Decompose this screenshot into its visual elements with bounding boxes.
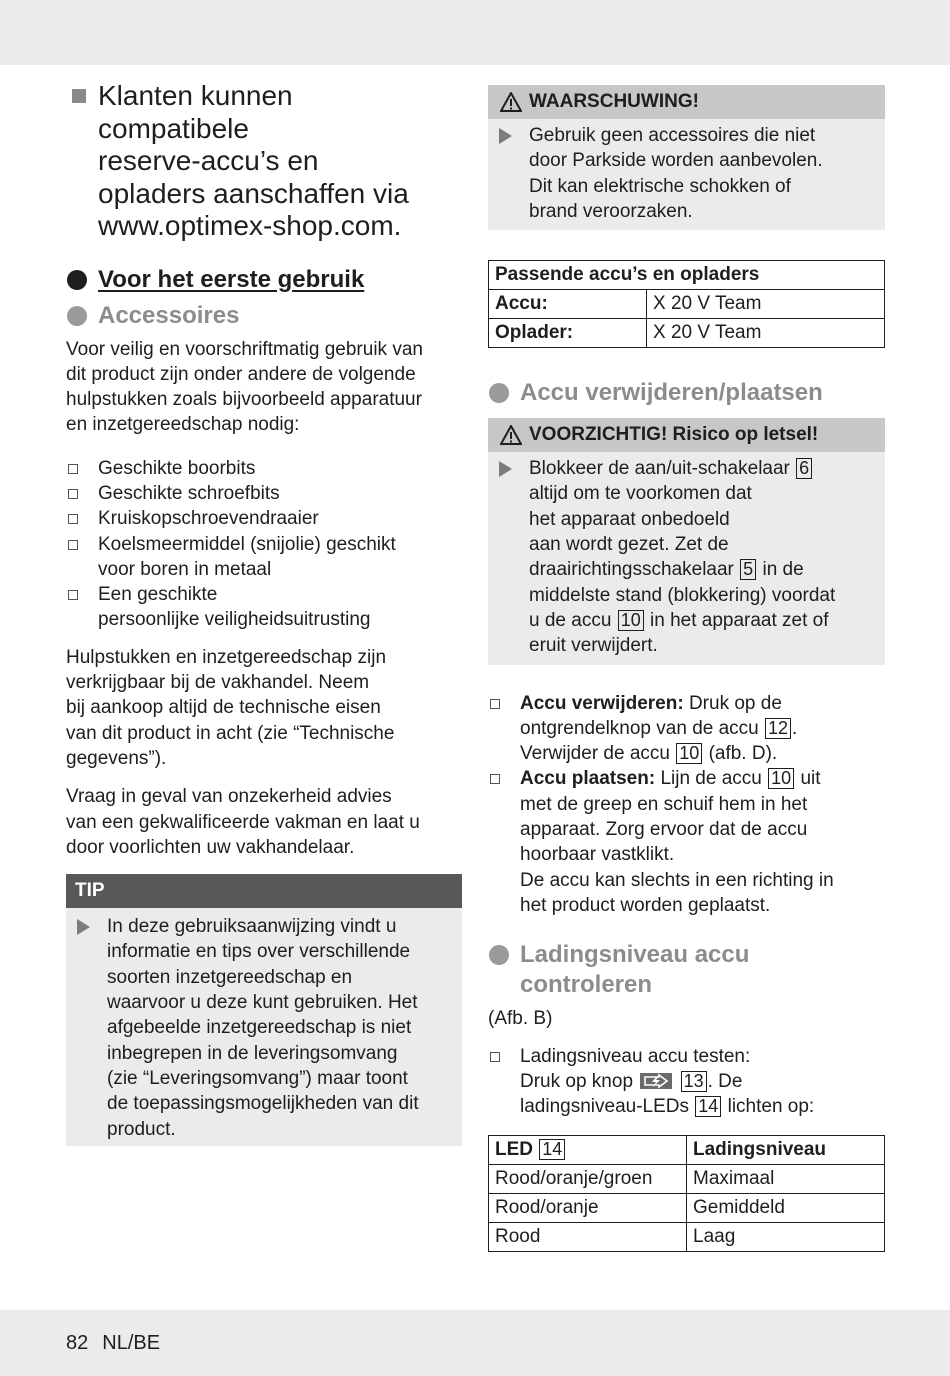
table-row: Rood Laag [489,1223,885,1252]
intro-line: reserve-accu’s en [98,145,319,176]
figure-reference: (Afb. B) [488,1008,553,1030]
top-bar [0,0,950,65]
list-item: Kruiskopschroevendraaier [66,506,462,531]
accessories-list [66,456,462,633]
availability-paragraph: Hulpstukken en inzetgereedschap zijn verkrijgbaar bij de vakhandel. Neem bij aankoop altijd de technische eisen van dit product in acht (zie “Technische gegevens”). [66,646,395,769]
warning-triangle-icon [500,92,522,112]
checkbox-square-icon [490,699,500,709]
page-number: 82 [66,1332,89,1354]
table-row: Rood/oranje Gemiddeld [489,1194,885,1223]
ref-number: 10 [618,610,644,631]
ref-number: 10 [676,743,702,764]
table-row: Accu: X 20 V Team [489,290,885,319]
checkbox-square-icon [68,489,78,499]
checkbox-square-icon [490,1052,500,1062]
warning-triangle-icon [500,425,522,445]
list-item: Geschikte boorbits [66,456,462,481]
accessories-intro-paragraph: Voor veilig en voorschriftmatig gebruik van dit product zijn onder andere de volgende hulpstukken zoals bijvoorbeeld apparatuur en inzetgereedschap nodig: [66,338,423,436]
list-item-remove-battery: Accu verwijderen: Druk op de ontgrendelknop van de accu 12 . Verwijder de accu 10 (afb. D). [488,691,885,767]
caution-text: Blokkeer de aan/uit-schakelaar 6 altijd om te voorkomen dat het apparaat onbedoeld aan wordt gezet. Zet de draairichtingsschakelaar 5 in de middelste stand (blokkering) voordat u de accu 10 in het apparaat zet of eruit verwijdert. [488,452,885,664]
bullet-dot-icon [489,945,509,965]
checkbox-square-icon [68,590,78,600]
bullet-dot-icon [489,383,509,403]
intro-line: www.optimex-shop.com. [98,210,402,241]
ref-number: 12 [765,718,791,739]
advice-paragraph: Vraag in geval van onzekerheid advies van een gekwalificeerde vakman en laat u door voorlichten uw vakhandelaar. [66,786,420,858]
checkbox-square-icon [68,540,78,550]
table-row: Oplader: X 20 V Team [489,319,885,348]
compatible-batteries-table [488,260,885,348]
section-heading-charge-level: Ladingsniveau accu controleren [488,940,885,1000]
ref-number: 14 [695,1096,721,1117]
caution-box [488,418,885,664]
list-item: Koelsmeermiddel (snijolie) geschikt voor boren in metaal [66,532,462,583]
tip-box [66,874,462,1146]
ref-number: 14 [539,1139,565,1160]
tip-text: In deze gebruiksaanwijzing vindt u informatie en tips over verschillende soorten inzetgereedschap en waarvoor u deze kunt gebruiken. Het afgebeelde inzetgereedschap is niet inbegrepen in de leveringsomvang (zie “Leveringsomvang”) maar toont de toepassingsmogelijkheden van dit product. [66,908,462,1146]
charge-check-list [488,1044,885,1120]
subheading-accessories: Accessoires [66,301,462,331]
list-item: Een geschikte persoonlijke veiligheidsuitrusting [66,582,462,633]
ref-number: 5 [740,559,756,580]
warning-text: Gebruik geen accessoires die niet door Parkside worden aanbevolen. Dit kan elektrische schokken of brand veroorzaken. [488,119,885,230]
list-item-test-charge: Ladingsniveau accu testen: Druk op knop 13 . De ladingsniveau-LEDs 14 lichten op: [488,1044,885,1120]
checkbox-square-icon [490,774,500,784]
intro-line: compatibele [98,112,249,144]
table-header-row: Passende accu’s en opladers [489,261,885,290]
arrow-right-icon [77,919,90,935]
table-header-row: LED 14 Ladingsniveau [489,1136,885,1165]
ref-number: 13 [681,1071,707,1092]
warning-header: WAARSCHUWING! [488,85,885,119]
table-row: Rood/oranje/groen Maximaal [489,1165,885,1194]
section-heading-first-use: Voor het eerste gebruik [66,265,462,295]
intro-line: opladers aanschaffen via [98,177,409,209]
battery-steps-list [488,691,885,919]
led-charge-level-table [488,1135,885,1252]
arrow-right-icon [499,128,512,144]
section-heading-battery-remove-insert: Accu verwijderen/plaatsen [488,378,885,408]
left-column [66,80,462,1146]
tip-label: TIP [66,874,462,908]
list-item-insert-battery: Accu plaatsen: Lijn de accu 10 uit met de greep en schuif hem in het apparaat. Zorg ervoor dat de accu hoorbaar vastklikt. De accu kan slechts in een richting in het product worden geplaatst. [488,766,885,918]
bullet-dot-icon [67,270,87,290]
ref-number: 10 [768,768,794,789]
arrow-right-icon [499,461,512,477]
page-footer [66,1332,174,1355]
bullet-dot-icon [67,306,87,326]
language-code: NL/BE [102,1332,161,1354]
checkbox-square-icon [68,514,78,524]
ref-number: 6 [796,458,812,479]
square-bullet-icon [72,89,86,103]
checkbox-square-icon [68,464,78,474]
battery-test-button-icon [640,1073,672,1089]
right-column [488,85,885,1252]
intro-line: Klanten kunnen [98,80,293,111]
intro-note [66,80,462,243]
caution-header: VOORZICHTIG! Risico op letsel! [488,418,885,452]
list-item: Geschikte schroefbits [66,481,462,506]
warning-box [488,85,885,230]
